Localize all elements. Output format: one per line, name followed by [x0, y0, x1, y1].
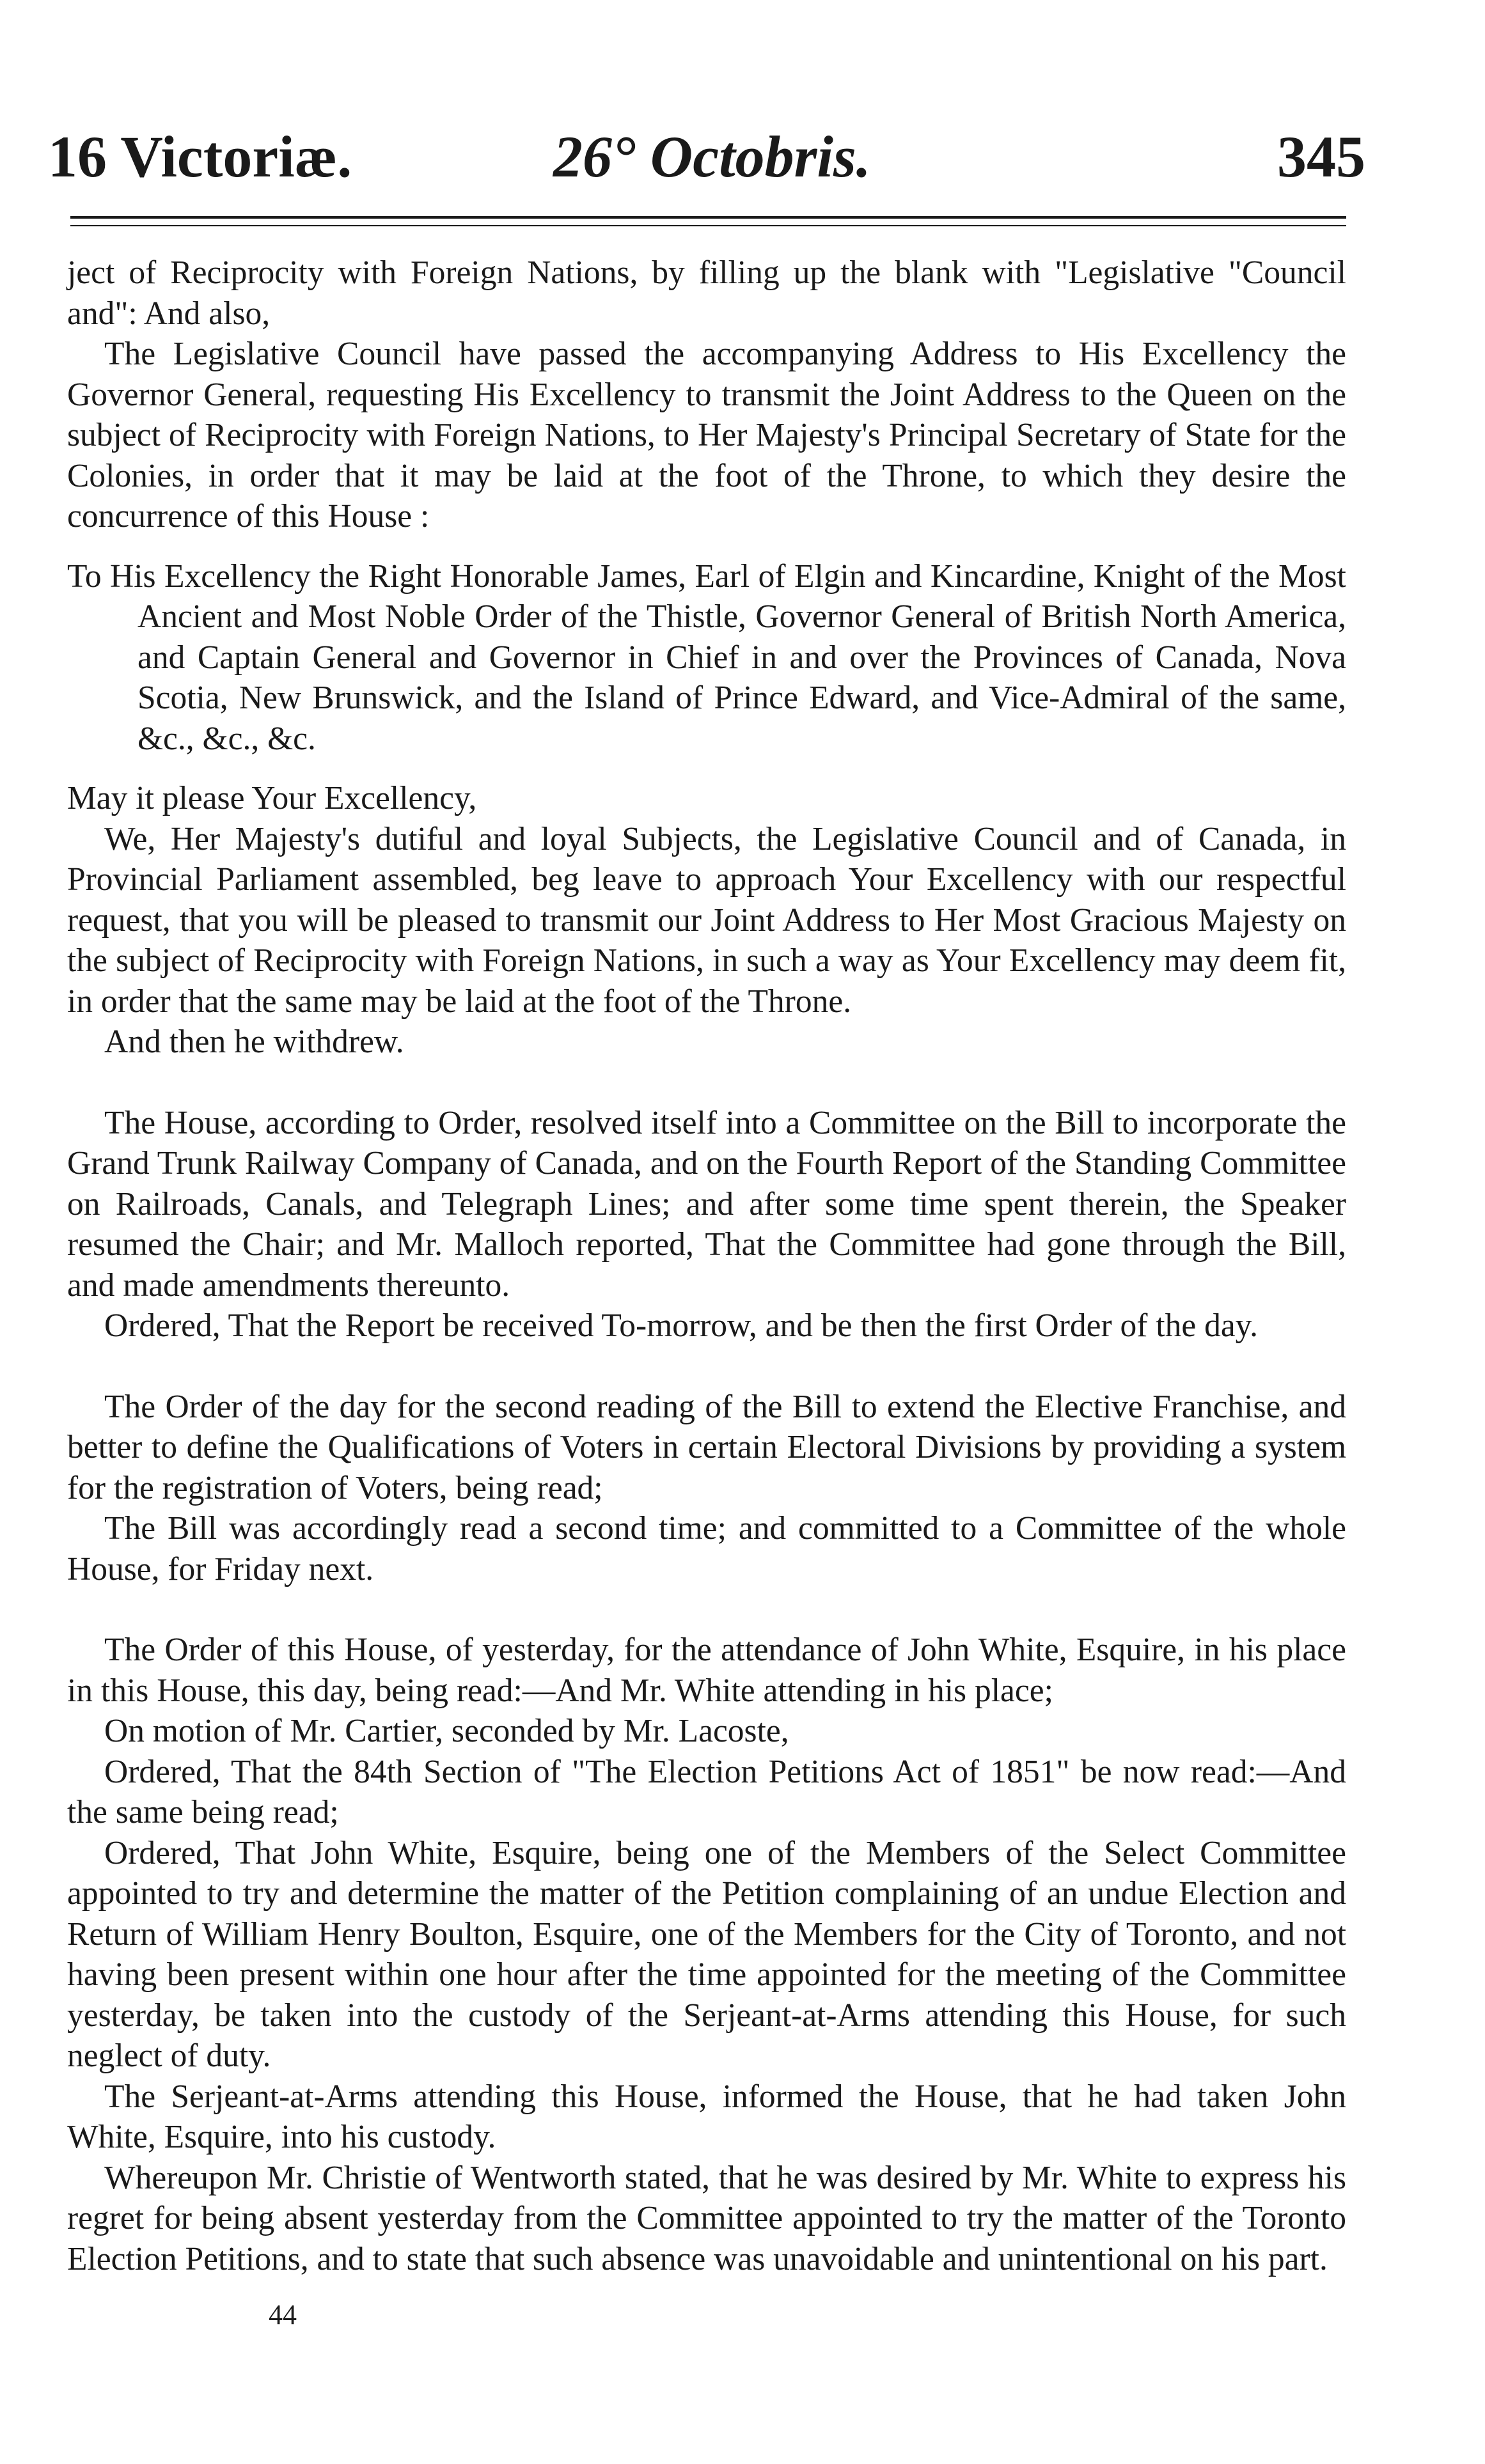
- salutation: May it please Your Excellency,: [67, 780, 477, 816]
- paragraph: Ordered, That John White, Esquire, being one of the Members of the Select Committee appointed to try and determine the matter of the Petition complaining of an undue Election and Return of William Henry Boulton, Esquire, one of the Members for the City of Toronto, and not having been present within one hour after the time appointed for the meeting of the Committee yesterday, be taken into the custody of the Serjeant-at-Arms attending this House, for such neglect of duty.: [67, 1834, 1346, 2074]
- header-rule-thick: [70, 216, 1346, 219]
- paragraph: The Serjeant-at-Arms attending this House, informed the House, that he had taken John White, Esquire, into his custody.: [67, 2078, 1346, 2155]
- header-regnal-year: 16 Victoriæ.: [48, 124, 352, 189]
- header-date: 26° Octobris.: [553, 124, 871, 189]
- paragraph: The Order of the day for the second reading of the Bill to extend the Elective Franchise, and better to define the Qualifications of Voters in certain Electoral Divisions by providing a system for the registration of Voters, being read;: [67, 1388, 1346, 1506]
- paragraph: The Order of this House, of yesterday, for the attendance of John White, Esquire, in his place in this House, this day, being read:—And Mr. White attending in his place;: [67, 1632, 1346, 1709]
- paragraph: And then he withdrew.: [104, 1024, 404, 1060]
- journal-text: [67, 253, 1346, 2279]
- paragraph: The Bill was accordingly read a second time; and committed to a Committee of the whole House, for Friday next.: [67, 1510, 1346, 1587]
- address-heading: To His Excellency the Right Honorable James, Earl of Elgin and Kincardine, Knight of the Most Ancient and Most Noble Order of the Thistle, Governor General of British North America, and Captain General and Governor in Chief in and over the Provinces of Canada, Nova Scotia, New Brunswick, and the Island of Prince Edward, and Vice-Admiral of the same, &c., &c., &c.: [67, 558, 1346, 757]
- paragraph: Whereupon Mr. Christie of Wentworth stated, that he was desired by Mr. White to express his regret for being absent yesterday from the Committee appointed to try the matter of the Toronto Election Petitions, and to state that such absence was unavoidable and unintentional on his part.: [67, 2159, 1346, 2277]
- paragraph: We, Her Majesty's dutiful and loyal Subjects, the Legislative Council and of Canada, in Provincial Parliament assembled, beg leave to approach Your Excellency with our respectful request, that you will be pleased to transmit our Joint Address to Her Most Gracious Majesty on the subject of Reciprocity with Foreign Nations, in such a way as Your Excellency may deem fit, in order that the same may be laid at the foot of the Throne.: [67, 820, 1346, 1020]
- paragraph: On motion of Mr. Cartier, seconded by Mr. Lacoste,: [104, 1713, 789, 1749]
- header-rule-thin: [70, 225, 1346, 226]
- running-header: [48, 112, 1365, 201]
- page-number: 345: [1277, 124, 1365, 189]
- paragraph: Ordered, That the Report be received To-morrow, and be then the first Order of the day.: [104, 1307, 1258, 1344]
- paragraph: The Legislative Council have passed the accompanying Address to His Excellency the Governor General, requesting His Excellency to transmit the Joint Address to the Queen on the subject of Reciprocity with Foreign Nations, to Her Majesty's Principal Secretary of State for the Colonies, in order that it may be laid at the foot of the Throne, to which they desire the concurrence of this House :: [67, 336, 1346, 534]
- paragraph: The House, according to Order, resolved itself into a Committee on the Bill to incorporate the Grand Trunk Railway Company of Canada, and on the Fourth Report of the Standing Committee on Railroads, Canals, and Telegraph Lines; and after some time spent therein, the Speaker resumed the Chair; and Mr. Malloch reported, That the Committee had gone through the Bill, and made amendments thereunto.: [67, 1104, 1346, 1304]
- paragraph: Ordered, That the 84th Section of "The Election Petitions Act of 1851" be now read:—And the same being read;: [67, 1753, 1346, 1830]
- signature-mark: 44: [269, 2299, 297, 2330]
- paragraph: ject of Reciprocity with Foreign Nations, by filling up the blank with "Legislative "Council and": And also,: [67, 254, 1346, 332]
